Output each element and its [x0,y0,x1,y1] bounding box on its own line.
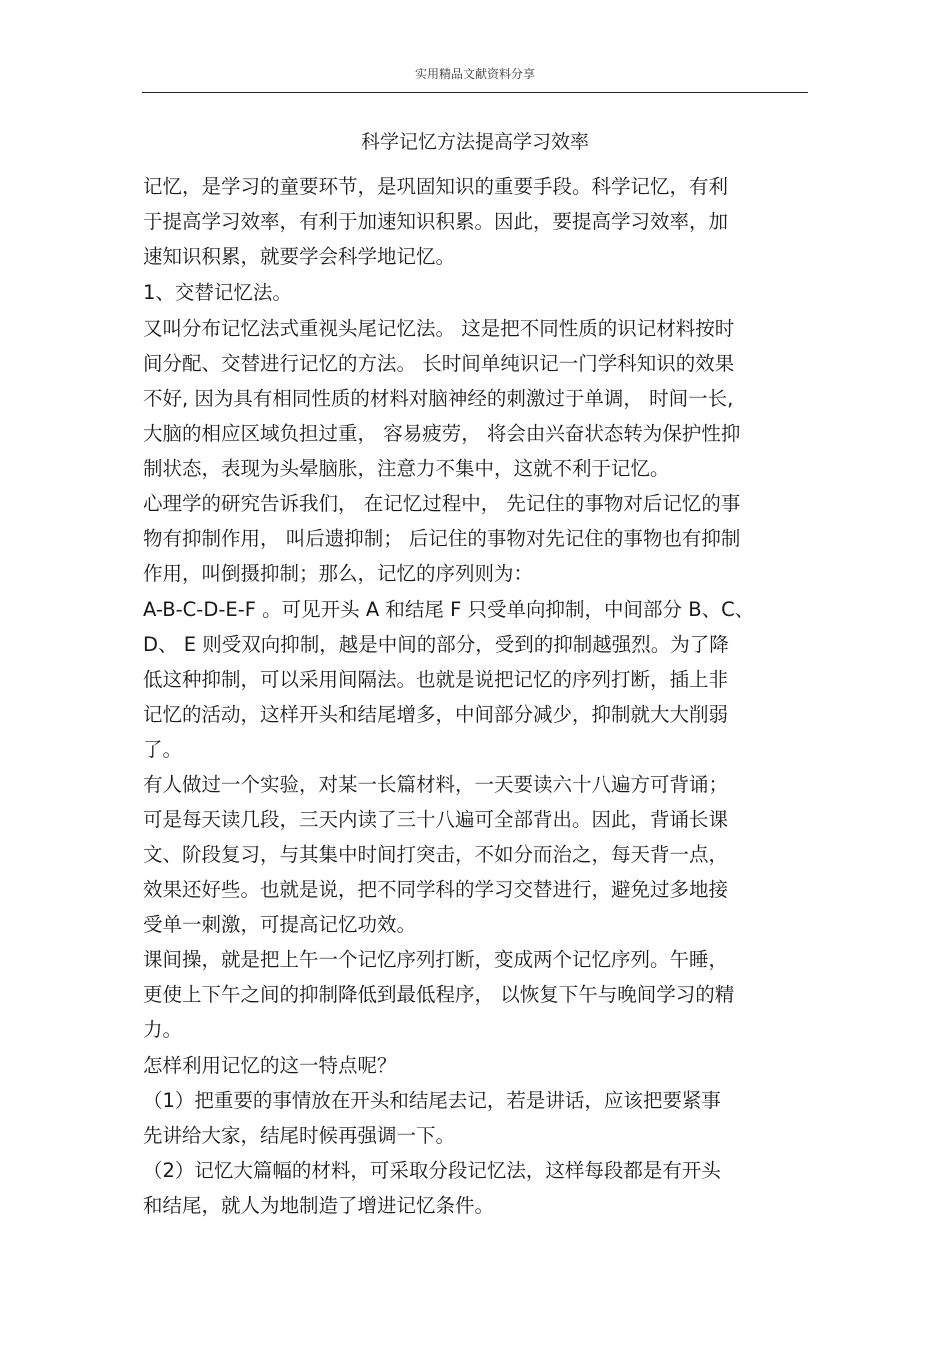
text-line: 不好, 因为具有相同性质的材料对脑神经的刺激过于单调， 时间一长, [143,387,734,410]
text-line: 速知识积累，就要学会科学地记忆。 [143,245,456,268]
text-line: 力。 [143,1018,183,1041]
text-line: 1、交替记忆法。 [143,281,292,304]
text-line: D、 E 则受双向抑制，越是中间的部分，受到的抑制越强烈。为了降 [143,633,729,656]
text-line: 又叫分布记忆法式重视头尾记忆法。 这是把不同性质的识记材料按时 [143,317,735,340]
text-line: 有人做过一个实验，对某一长篇材料，一天要读六十八遍方可背诵； [143,773,729,796]
text-line: 可是每天读几段，三天内读了三十八遍可全部背出。因此，背诵长课 [143,808,729,831]
text-line: 低这种抑制，可以采用间隔法。也就是说把记忆的序列打断，插上非 [143,668,729,691]
text-line: 课间操，就是把上午一个记忆序列打断，变成两个记忆序列。午睡， [143,948,729,971]
text-line: 怎样利用记忆的这一特点呢？ [143,1054,397,1077]
text-line: （2）记忆大篇幅的材料，可采取分段记忆法，这样每段都是有开头 [143,1159,721,1182]
document-title: 科学记忆方法提高学习效率 [360,131,589,153]
text-line: 更使上下午之间的抑制降低到最低程序， 以恢复下午与晚间学习的精 [143,983,735,1006]
text-line: 记忆的活动，这样开头和结尾增多，中间部分减少，抑制就大大削弱 [143,703,729,726]
text-line: 受单一刺激，可提高记忆功效。 [143,913,417,936]
text-line: 作用，叫倒摄抑制；那么，记忆的序列则为： [143,562,534,585]
text-line: 先讲给大家，结尾时候再强调一下。 [143,1124,456,1147]
text-line: 间分配、交替进行记忆的方法。 长时间单纯识记一门学科知识的效果 [143,352,735,375]
text-line: 物有抑制作用， 叫后遗抑制； 后记住的事物对先记住的事物也有抑制 [143,527,741,550]
text-line: 于提高学习效率，有利于加速知识积累。因此，要提高学习效率，加 [143,210,729,233]
text-line: 大脑的相应区域负担过重， 容易疲劳， 将会由兴奋状态转为保护性抑 [143,422,741,445]
page-header [142,64,808,93]
header-text: 实用精品文献资料分享 [414,67,535,81]
text-line: A-B-C-D-E-F 。可见开头 A 和结尾 F 只受单向抑制，中间部分 B、C、 [143,598,755,621]
text-line: 记忆，是学习的童要环节，是巩固知识的重要手段。科学记忆，有利 [143,175,729,198]
text-line: （1）把重要的事情放在开头和结尾去记，若是讲话，应该把要紧事 [143,1089,721,1112]
text-line: 和结尾，就人为地制造了增进记忆条件。 [143,1194,495,1217]
text-line: 心理学的研究告诉我们， 在记忆过程中， 先记住的事物对后记忆的事 [143,492,741,515]
text-line: 效果还好些。也就是说，把不同学科的学习交替进行，避免过多地接 [143,878,729,901]
text-line: 了。 [143,738,183,761]
text-line: 文、阶段复习，与其集中时间打突击，不如分而治之，每天背一点， [143,843,729,866]
text-line: 制状态，表现为头晕脑胀，注意力不集中，这就不利于记忆。 [143,457,670,480]
